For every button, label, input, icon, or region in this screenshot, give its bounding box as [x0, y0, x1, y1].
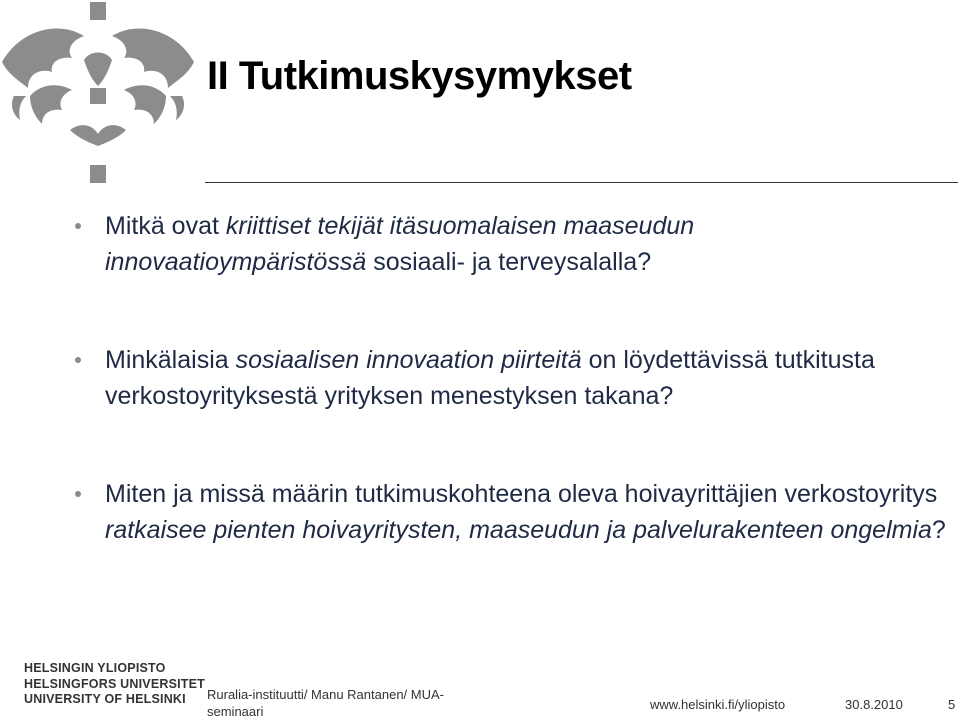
footer-url: www.helsinki.fi/yliopisto	[650, 697, 786, 712]
bullet-item-3	[75, 476, 960, 548]
university-name-en: UNIVERSITY OF HELSINKI	[24, 692, 186, 706]
footer-credit: Ruralia-instituutti/ Manu Rantanen/ MUA-seminaari	[207, 687, 444, 719]
bullet-text-3: Miten ja missä määrin tutkimuskohteena oleva hoivayrittäjien verkostoyritys ratkaisee pienten hoivayritysten, maaseudun ja palvelurakenteen ongelmia?	[105, 480, 946, 544]
title-divider	[205, 182, 958, 183]
bullet-text-1: Mitkä ovat kriittiset tekijät itäsuomalaisen maaseudun innovaatioympäristössä sosiaali- ja terveysalalla?	[105, 212, 695, 276]
bullet-item-2	[75, 342, 960, 414]
bullet-dot-icon	[75, 491, 81, 497]
bullet-text-2: Minkälaisia sosiaalisen innovaation piirteitä on löydettävissä tutkitusta verkostoyrityksestä yrityksen menestyksen takana?	[105, 346, 875, 410]
bullet-dot-icon	[75, 223, 81, 229]
bullet-item-1	[75, 208, 955, 280]
university-name-logo	[24, 661, 205, 708]
page-number: 5	[948, 697, 956, 712]
university-name-fi: HELSINGIN YLIOPISTO	[24, 661, 166, 675]
slide-title: II Tutkimuskysymykset	[207, 54, 632, 98]
university-name-sv: HELSINGFORS UNIVERSITET	[24, 676, 206, 691]
bullet-dot-icon	[75, 357, 81, 363]
university-flame-logo-icon	[0, 0, 200, 190]
footer-date: 30.8.2010	[845, 697, 903, 712]
